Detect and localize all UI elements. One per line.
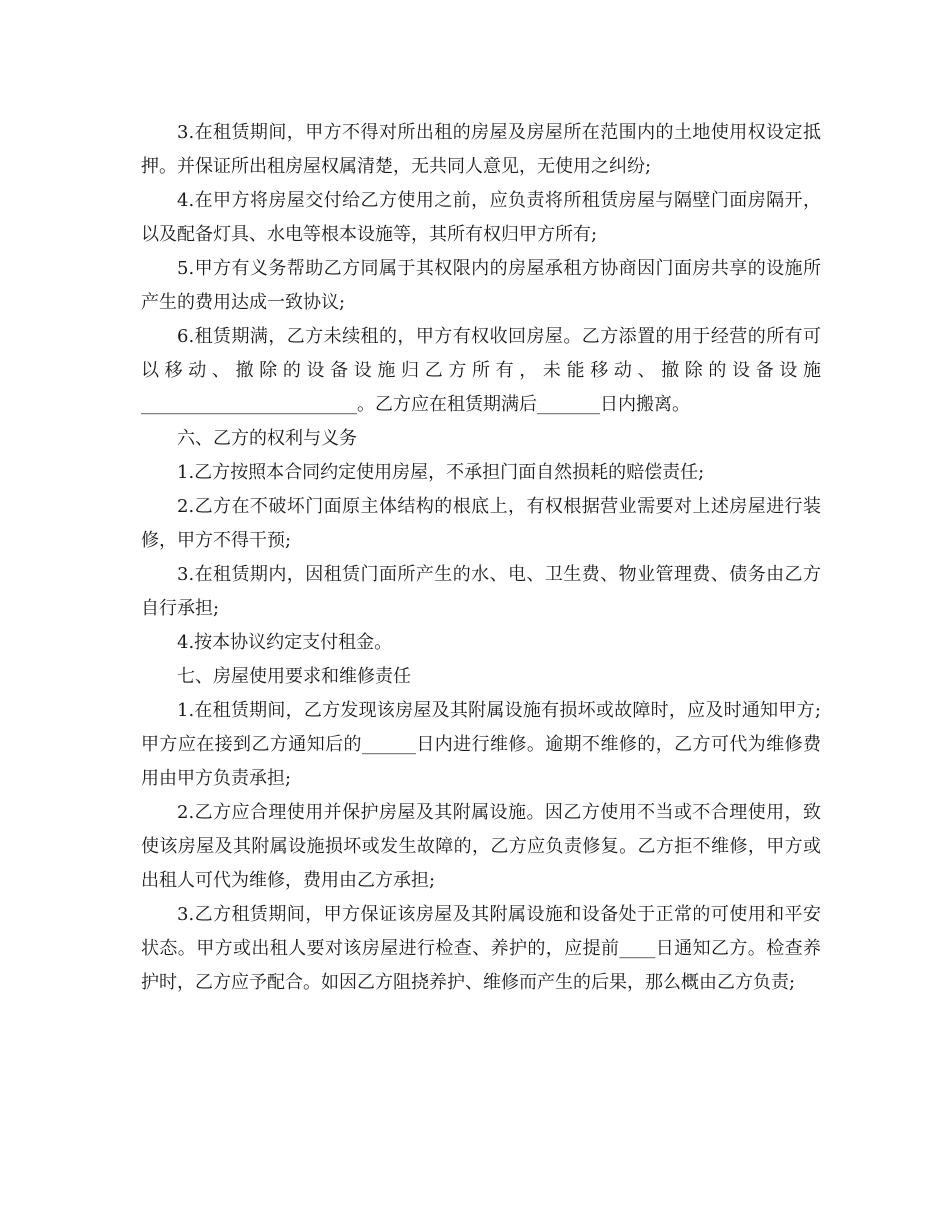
clause-tenant-1-usage: 1.乙方按照本合同约定使用房屋，不承担门面自然损耗的赔偿责任; (177, 462, 705, 483)
document-body (141, 116, 821, 1000)
clause-landlord-3-no-mortgage: 3.在租赁期间，甲方不得对所出租的房屋及房屋所在范围内的土地使用权设定抵押。并保证所出租房屋权属清楚，无共同人意见，无使用之纠纷; (141, 122, 821, 177)
clause-landlord-6-lease-expiry: 6.租赁期满，乙方未续租的，甲方有权收回房屋。乙方添置的用于经营的所有可以移动、撤除的设备设施归乙方所有，未能移动、撤除的设备设施________________________。乙方应在租赁期满后_______日内搬离。 (141, 326, 821, 415)
clause-landlord-5-shared-facilities: 5.甲方有义务帮助乙方同属于其权限内的房屋承租方协商因门面房共享的设施所产生的费用达成一致协议; (141, 258, 821, 313)
clause-tenant-4-rent: 4.按本协议约定支付租金。 (177, 632, 393, 653)
clause-tenant-2-renovation: 2.乙方在不破坏门面原主体结构的根底上，有权根据营业需要对上述房屋进行装修，甲方不得干预; (141, 496, 821, 551)
clause-maintenance-2-proper-use: 2.乙方应合理使用并保护房屋及其附属设施。因乙方使用不当或不合理使用，致使该房屋及其附属设施损坏或发生故障的，乙方应负责修复。乙方拒不维修，甲方或出租人可代为维修，费用由乙方承担; (141, 802, 821, 891)
section-heading-maintenance: 七、房屋使用要求和维修责任 (177, 666, 411, 687)
clause-landlord-4-partition: 4.在甲方将房屋交付给乙方使用之前，应负责将所租赁房屋与隔壁门面房隔开，以及配备灯具、水电等根本设施等，其所有权归甲方所有; (141, 190, 821, 245)
clause-maintenance-3-inspection: 3.乙方租赁期间，甲方保证该房屋及其附属设施和设备处于正常的可使用和平安状态。甲方或出租人要对该房屋进行检查、养护的，应提前____日通知乙方。检查养护时，乙方应予配合。如因乙方阻挠养护、维修而产生的后果，那么概由乙方负责; (141, 904, 821, 993)
section-heading-tenant-rights: 六、乙方的权利与义务 (177, 428, 357, 449)
clause-maintenance-1-repair-notice: 1.在租赁期间，乙方发现该房屋及其附属设施有损坏或故障时，应及时通知甲方;甲方应在接到乙方通知后的______日内进行维修。逾期不维修的，乙方可代为维修费用由甲方负责承担; (141, 700, 821, 789)
clause-tenant-3-utilities: 3.在租赁期内，因租赁门面所产生的水、电、卫生费、物业管理费、债务由乙方自行承担; (141, 564, 821, 619)
